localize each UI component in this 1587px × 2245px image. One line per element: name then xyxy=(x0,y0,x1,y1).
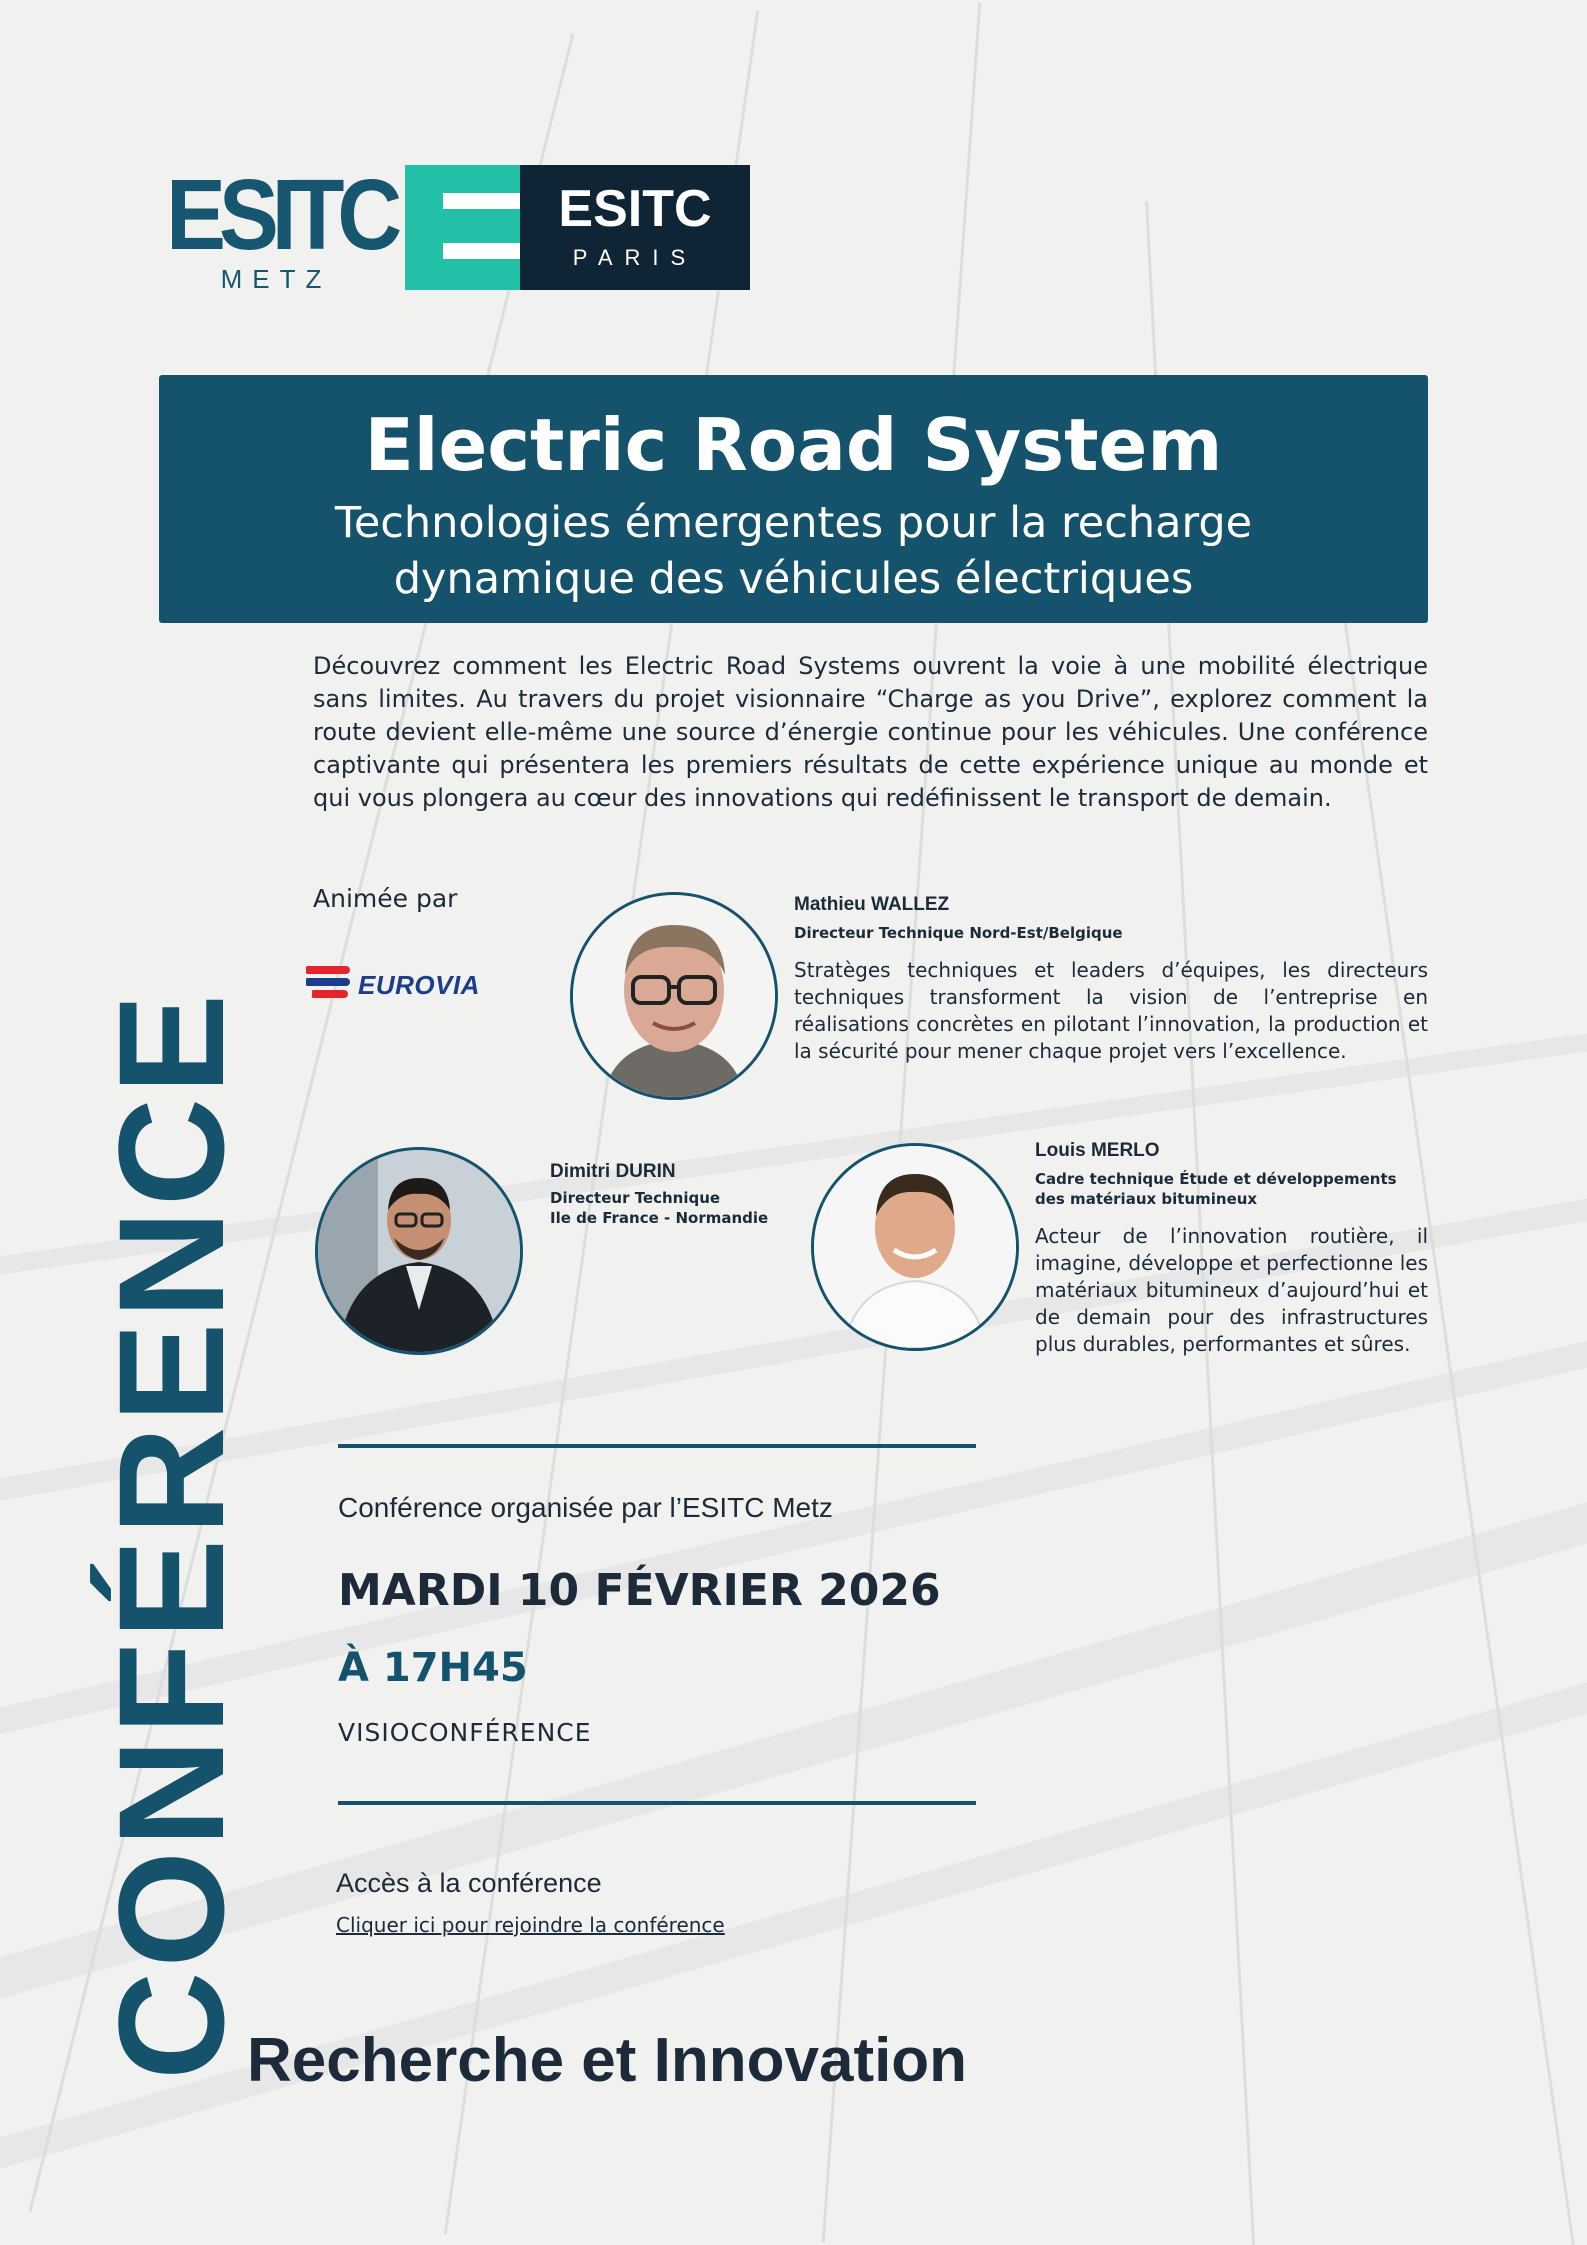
speaker-desc-merlo: Acteur de l’innovation routière, il imagine, développe et perfectionne les matériaux bitumineux d’aujourd’hui et de demain pour des infrastructures plus durables, performantes et sûres. xyxy=(1035,1224,1428,1356)
speaker-role-durin-line-2: Ile de France - Normandie xyxy=(550,1209,769,1227)
footer-title: Recherche et Innovation xyxy=(247,2026,968,2095)
title-banner xyxy=(159,375,1428,623)
page-title: Electric Road System xyxy=(364,403,1223,487)
access-label: Accès à la conférence xyxy=(336,1868,602,1898)
eurovia-wordmark: EUROVIA xyxy=(358,970,480,1000)
avatar-louis-merlo xyxy=(811,1143,1019,1351)
vertical-conference-title: CONFÉRENCE xyxy=(87,989,255,2080)
speaker-role-wallez: Directeur Technique Nord-Est/Belgique xyxy=(794,924,1123,942)
event-mode: VISIOCONFÉRENCE xyxy=(338,1718,592,1747)
speaker-role-merlo-line-1: Cadre technique Étude et développements xyxy=(1035,1170,1397,1188)
avatar-mathieu-wallez xyxy=(570,892,778,1100)
avatar-dimitri-durin xyxy=(315,1147,523,1355)
speaker-name-merlo: Louis MERLO xyxy=(1035,1140,1160,1161)
hosted-by-label: Animée par xyxy=(313,884,458,913)
eurovia-logo xyxy=(306,962,496,1008)
portrait-dimitri-durin xyxy=(318,1150,520,1352)
subtitle-line-1: Technologies émergentes pour la recharge xyxy=(334,498,1253,548)
event-date: MARDI 10 FÉVRIER 2026 xyxy=(338,1565,941,1616)
speaker-name-durin: Dimitri DURIN xyxy=(550,1161,676,1182)
subtitle-line-2: dynamique des véhicules électriques xyxy=(393,554,1194,604)
speaker-role-merlo xyxy=(1035,1169,1397,1209)
speaker-desc-wallez: Stratèges techniques et leaders d’équipes, les directeurs techniques transforment la vision de l’entreprise en réalisations concrètes en pilotant l’innovation, la production et la sécurité pour mener chaque projet vers l’excellence. xyxy=(794,958,1428,1063)
page-subtitle xyxy=(159,495,1428,607)
esitc-metz-wordmark: ESITC xyxy=(166,159,396,271)
speaker-role-durin xyxy=(550,1188,768,1228)
join-conference-link[interactable]: Cliquer ici pour rejoindre la conférence xyxy=(336,1913,725,1937)
esitc-paris-logo xyxy=(405,165,750,290)
portrait-louis-merlo xyxy=(814,1146,1016,1348)
esitc-paris-e-mark xyxy=(405,165,520,290)
esitc-paris-wordmark: ESITC xyxy=(558,180,712,238)
speaker-role-durin-line-1: Directeur Technique xyxy=(550,1189,721,1207)
speaker-name-wallez: Mathieu WALLEZ xyxy=(794,894,950,915)
portrait-mathieu-wallez xyxy=(573,895,775,1097)
esitc-metz-logo xyxy=(166,159,396,294)
divider-top xyxy=(338,1444,976,1448)
divider-bottom xyxy=(338,1801,976,1805)
event-time: À 17H45 xyxy=(338,1645,528,1691)
esitc-paris-city: PARIS xyxy=(572,245,698,270)
intro-paragraph: Découvrez comment les Electric Road Systems ouvrent la voie à une mobilité électrique sans limites. Au travers du projet visionnaire “Charge as you Drive”, explorez comment la route devient elle-même une source d’énergie continue pour les véhicules. Une conférence captivante qui présentera les premiers résultats de cette expérience unique au monde et qui vous plongera au cœur des innovations qui redéfinissent le transport de demain. xyxy=(313,652,1428,812)
organiser-text: Conférence organisée par l’ESITC Metz xyxy=(338,1492,833,1523)
esitc-metz-city: METZ xyxy=(220,264,332,294)
speaker-role-merlo-line-2: des matériaux bitumineux xyxy=(1035,1190,1258,1208)
